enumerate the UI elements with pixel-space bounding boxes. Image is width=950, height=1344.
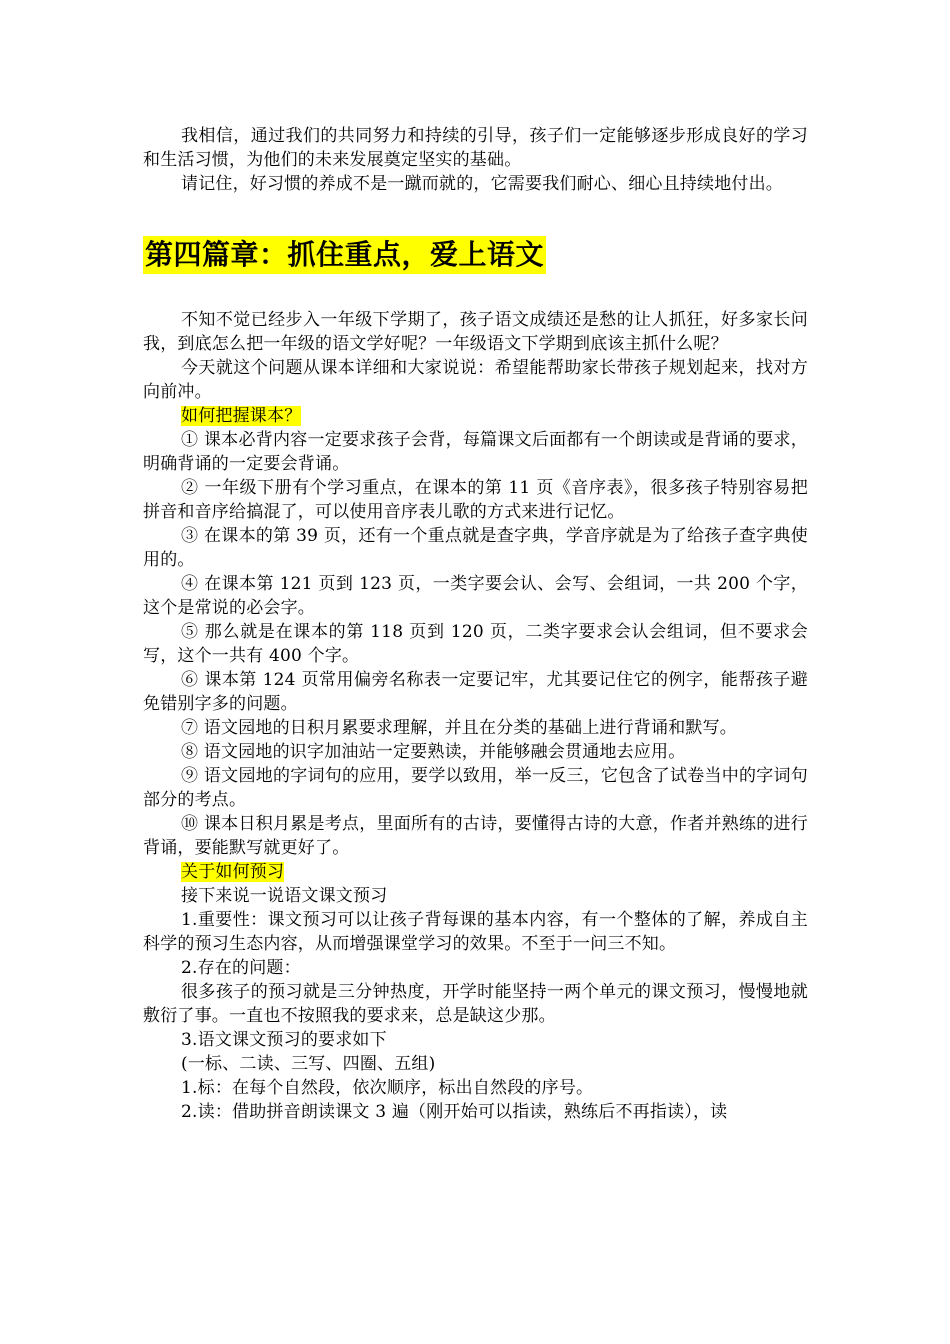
list-item: ⑨ 语文园地的字词句的应用，要学以致用，举一反三，它包含了试卷当中的字词句部分的考点。	[143, 766, 808, 810]
list-item: ⑦ 语文园地的日积月累要求理解，并且在分类的基础上进行背诵和默写。	[181, 718, 738, 738]
document-page	[143, 124, 808, 1124]
list-item: ⑩ 课本日积月累是考点，里面所有的古诗，要懂得古诗的大意，作者并熟练的进行背诵，要能默写就更好了。	[143, 814, 808, 858]
preview-line: 2.读：借助拼音朗读课文 3 遍（刚开始可以指读，熟练后不再指读），读	[181, 1102, 728, 1122]
chapter-title: 第四篇章：抓住重点，爱上语文	[143, 236, 546, 274]
preview-line: 3.语文课文预习的要求如下	[181, 1030, 387, 1050]
chapter-heading-block	[143, 236, 808, 276]
preview-line: 1.重要性：课文预习可以让孩子背每课的基本内容，有一个整体的了解，养成自主科学的预习生态内容，从而增强课堂学习的效果。不至于一问三不知。	[143, 910, 808, 954]
list-item: ⑤ 那么就是在课本的第 118 页到 120 页，二类字要求会认会组词，但不要求会写，这个一共有 400 个字。	[143, 622, 808, 666]
section-heading-textbook	[143, 404, 808, 428]
section-heading-preview	[143, 860, 808, 884]
section-heading-preview-text: 关于如何预习	[181, 862, 285, 882]
list-item: ③ 在课本的第 39 页，还有一个重点就是查字典，学音序就是为了给孩子查字典使用的。	[143, 526, 808, 570]
list-item: ⑧ 语文园地的识字加油站一定要熟读，并能够融会贯通地去应用。	[181, 742, 686, 762]
body-paragraph-1: 不知不觉已经步入一年级下学期了，孩子语文成绩还是愁的让人抓狂，好多家长问我，到底怎么把一年级的语文学好呢？一年级语文下学期到底该主抓什么呢？	[143, 310, 808, 354]
preview-line: (一标、二读、三写、四圈、五组)	[181, 1054, 436, 1074]
list-item: ② 一年级下册有个学习重点，在课本的第 11 页《音序表》，很多孩子特别容易把拼音和音序给搞混了，可以使用音序表儿歌的方式来进行记忆。	[143, 478, 808, 522]
list-item: ④ 在课本第 121 页到 123 页，一类字要会认、会写、会组词，一共 200 个字，这个是常说的必会字。	[143, 574, 808, 618]
intro-paragraph-2: 请记住，好习惯的养成不是一蹴而就的，它需要我们耐心、细心且持续地付出。	[181, 174, 783, 194]
list-item: ⑥ 课本第 124 页常用偏旁名称表一定要记牢，尤其要记住它的例字，能帮孩子避免错别字多的问题。	[143, 670, 808, 714]
list-item: ① 课本必背内容一定要求孩子会背，每篇课文后面都有一个朗读或是背诵的要求，明确背诵的一定要会背诵。	[143, 430, 808, 474]
preview-line: 接下来说一说语文课文预习	[181, 886, 388, 906]
body-paragraph-2: 今天就这个问题从课本详细和大家说说：希望能帮助家长带孩子规划起来，找对方向前冲。	[143, 358, 808, 402]
preview-line: 很多孩子的预习就是三分钟热度，开学时能坚持一两个单元的课文预习，慢慢地就敷衍了事。一直也不按照我的要求来，总是缺这少那。	[143, 982, 808, 1026]
preview-line: 1.标：在每个自然段，依次顺序，标出自然段的序号。	[181, 1078, 594, 1098]
intro-paragraph-1: 我相信，通过我们的共同努力和持续的引导，孩子们一定能够逐步形成良好的学习和生活习惯，为他们的未来发展奠定坚实的基础。	[143, 126, 808, 170]
preview-line: 2.存在的问题：	[181, 958, 301, 978]
section-heading-textbook-text: 如何把握课本？	[181, 406, 302, 426]
